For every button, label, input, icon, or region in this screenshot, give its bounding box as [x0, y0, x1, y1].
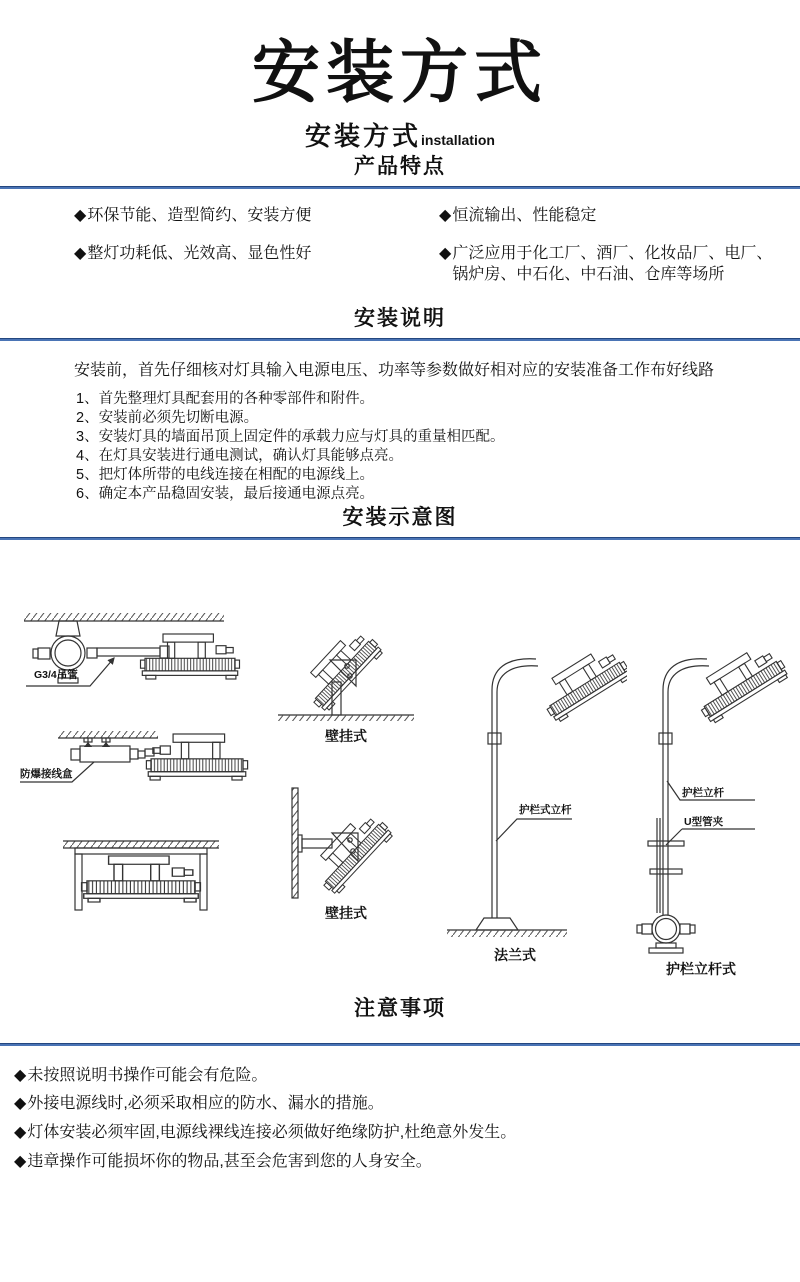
section-heading-features: 产品特点 [354, 155, 446, 179]
label-rail-pole: 护栏立杆 [682, 787, 724, 800]
section-heading-install: 安装说明 [354, 306, 446, 330]
subtitle-cn: 安装方式 [305, 121, 422, 152]
diagram-wall-mount-1 [270, 606, 422, 746]
junction-box-mount-drawing [12, 726, 250, 838]
diamond-bullet: ◆ [14, 1095, 27, 1113]
note-item [14, 1094, 780, 1115]
feature-text: 环保节能、造型简约、安装方便 [87, 207, 312, 225]
feature-text: 整灯功耗低、光效高、显色性好 [87, 244, 312, 262]
note-text: 违章操作可能损坏你的物品,甚至会危害到您的人身安全。 [27, 1152, 432, 1170]
subtitle-en: installation [421, 132, 495, 149]
label-junction-box: 防爆接线盒 [20, 768, 73, 781]
section-heading-diagram: 安装示意图 [342, 505, 458, 529]
diagram-caption-flange: 法兰式 [494, 947, 536, 964]
page-subtitle [0, 116, 800, 153]
note-item [14, 1123, 780, 1144]
diagram-ceiling-pipe-mount [12, 600, 242, 720]
install-step: 1、首先整理灯具配套用的各种零部件和附件。 [76, 390, 375, 407]
feature-text: 恒流输出、性能稳定 [452, 207, 597, 225]
diagram-junction-box-mount [12, 726, 250, 841]
diagram-guardrail-pole [630, 593, 795, 993]
features-list [0, 189, 800, 300]
ceiling-pipe-mount-drawing [12, 600, 242, 718]
diamond-bullet: ◆ [439, 207, 452, 225]
diamond-bullet: ◆ [14, 1124, 27, 1142]
diagram-wall-mount-2 [270, 783, 422, 923]
feature-item [74, 205, 439, 226]
flange-pole-drawing [432, 593, 627, 939]
features-right-column [439, 205, 787, 300]
install-step: 4、在灯具安装进行通电测试，确认灯具能够点亮。 [76, 447, 404, 464]
label-u-clamp: U型管夹 [684, 816, 724, 829]
diagram-caption-guardrail: 护栏立杆式 [666, 961, 736, 978]
page-title: 安装方式 [251, 35, 548, 111]
diagram-flange-pole [432, 593, 627, 973]
frame-mount-drawing [30, 836, 255, 941]
section-heading-notes: 注意事项 [354, 997, 446, 1021]
diamond-bullet: ◆ [439, 244, 452, 262]
wall-mount-2-drawing [270, 783, 422, 901]
label-g34-pipe: G3/4吊管 [34, 669, 78, 682]
diamond-bullet: ◆ [74, 244, 87, 262]
diamond-bullet: ◆ [74, 207, 87, 225]
feature-item [74, 243, 439, 264]
label-pole-rail: 护栏式立杆 [519, 804, 572, 817]
note-text: 未按照说明书操作可能会有危险。 [27, 1066, 268, 1084]
diagram-caption-wall-mount-2: 壁挂式 [325, 905, 367, 922]
diagram-frame-mount [30, 836, 255, 942]
feature-text: 广泛应用于化工厂、酒厂、化妆品厂、电厂、锅炉房、中石化、中石油、仓库等场所 [452, 244, 773, 283]
install-step: 2、安装前必须先切断电源。 [76, 409, 259, 426]
feature-item [439, 243, 787, 285]
install-intro: 安装前，首先仔细核对灯具输入电源电压、功率等参数做好相对应的安装准备工作布好线路 [74, 362, 715, 380]
features-left-column [74, 205, 439, 300]
guardrail-pole-drawing [630, 593, 795, 955]
diamond-bullet: ◆ [14, 1066, 27, 1084]
install-step: 6、确定本产品稳固安装，最后接通电源点亮。 [76, 485, 375, 502]
note-text: 外接电源线时,必须采取相应的防水、漏水的措施。 [27, 1095, 384, 1113]
wall-mount-1-drawing [270, 606, 422, 724]
feature-item [439, 205, 787, 226]
install-step: 3、安装灯具的墙面吊顶上固定件的承载力应与灯具的重量相匹配。 [76, 428, 505, 445]
installation-diagrams [0, 540, 800, 995]
diamond-bullet: ◆ [14, 1152, 27, 1170]
note-text: 灯体安装必须牢固,电源线裸线连接必须做好绝缘防护,杜绝意外发生。 [27, 1124, 517, 1142]
diagram-caption-wall-mount-1: 壁挂式 [325, 728, 367, 745]
install-step: 5、把灯体所带的电线连接在相配的电源线上。 [76, 466, 375, 483]
install-steps [0, 382, 800, 504]
note-item [14, 1152, 780, 1173]
note-item [14, 1066, 780, 1087]
notes-list [0, 1046, 800, 1173]
